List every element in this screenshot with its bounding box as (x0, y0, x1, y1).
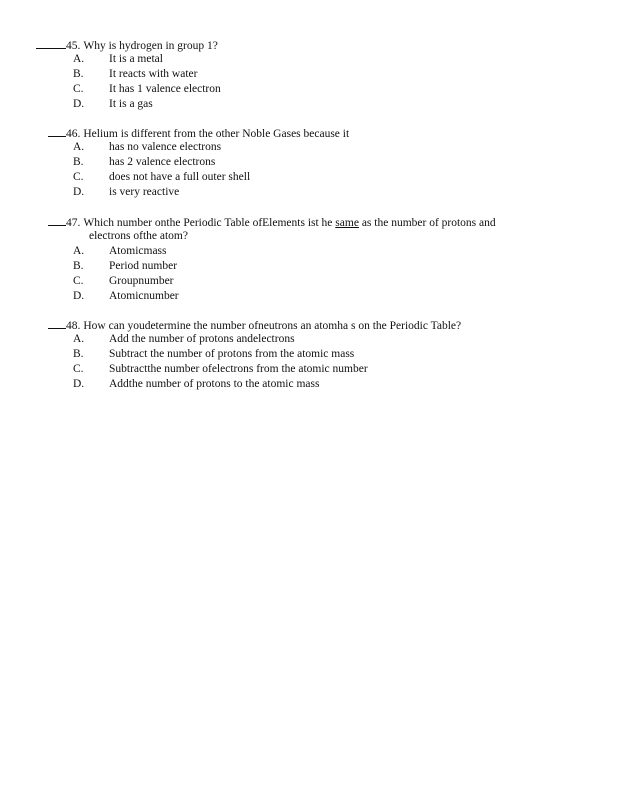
option-text: has 2 valence electrons (109, 156, 216, 168)
underlined-word: same (335, 217, 359, 229)
option-letter: C. (73, 275, 84, 287)
option-text: does not have a full outer shell (109, 171, 251, 183)
option-letter: B. (73, 68, 84, 80)
question-number: 46. (66, 128, 81, 140)
option-c (36, 170, 596, 185)
option-c (36, 82, 596, 97)
question-47 (36, 214, 596, 304)
option-b (36, 259, 596, 274)
option-a (36, 140, 596, 155)
option-text: Atomicnumber (109, 290, 179, 302)
option-text: It is a metal (109, 53, 163, 65)
answer-blank[interactable] (48, 214, 66, 226)
option-d (36, 97, 596, 112)
options-list (36, 244, 596, 304)
option-d (36, 185, 596, 200)
option-letter: D. (73, 98, 85, 110)
question-number: 45. (66, 40, 81, 52)
option-letter: A. (73, 141, 85, 153)
option-letter: C. (73, 363, 84, 375)
question-45-line (36, 37, 596, 52)
option-text: It reacts with water (109, 68, 198, 80)
option-text: is very reactive (109, 186, 180, 198)
option-text: Subtractthe number ofelectrons from the atomic number (109, 363, 368, 375)
question-48 (36, 317, 596, 392)
question-text: Why is hydrogen in group 1? (83, 40, 218, 52)
option-text: Addthe number of protons to the atomic mass (109, 378, 320, 390)
option-text: Groupnumber (109, 275, 174, 287)
option-text: Period number (109, 260, 178, 272)
option-d (36, 289, 596, 304)
option-c (36, 274, 596, 289)
answer-blank[interactable] (48, 125, 66, 137)
answer-blank[interactable] (48, 317, 66, 329)
option-b (36, 67, 596, 82)
option-letter: A. (73, 245, 85, 257)
option-text: Atomicmass (109, 245, 167, 257)
question-46-line (36, 125, 596, 140)
options-list (36, 52, 596, 112)
option-letter: B. (73, 260, 84, 272)
question-48-line (36, 317, 596, 332)
option-d (36, 377, 596, 392)
options-list (36, 140, 596, 200)
option-letter: B. (73, 348, 84, 360)
option-letter: C. (73, 83, 84, 95)
option-a (36, 52, 596, 67)
answer-blank[interactable] (36, 37, 66, 49)
option-letter: D. (73, 186, 85, 198)
option-a (36, 332, 596, 347)
option-letter: B. (73, 156, 84, 168)
question-text-part: Which number onthe Periodic Table ofElements ist he (83, 217, 336, 229)
option-letter: C. (73, 171, 84, 183)
question-number: 47. (66, 217, 81, 229)
question-47-line (36, 214, 596, 229)
option-text: Add the number of protons andelectrons (109, 333, 295, 345)
question-number: 48. (66, 320, 81, 332)
option-c (36, 362, 596, 377)
question-text-part: as the number of protons and (358, 217, 496, 229)
options-list (36, 332, 596, 392)
question-45 (36, 37, 596, 112)
question-text: How can youdetermine the number ofneutrons an atomha s on the Periodic Table? (83, 320, 462, 332)
question-46 (36, 125, 596, 200)
option-text: It has 1 valence electron (109, 83, 221, 95)
option-b (36, 347, 596, 362)
option-text: It is a gas (109, 98, 153, 110)
option-text: Subtract the number of protons from the atomic mass (109, 348, 355, 360)
option-b (36, 155, 596, 170)
question-text-continued: electrons ofthe atom? (89, 230, 188, 242)
option-letter: A. (73, 333, 85, 345)
option-letter: D. (73, 378, 85, 390)
option-letter: D. (73, 290, 85, 302)
option-letter: A. (73, 53, 85, 65)
option-text: has no valence electrons (109, 141, 222, 153)
question-text: Helium is different from the other Noble Gases because it (83, 128, 350, 140)
option-a (36, 244, 596, 259)
